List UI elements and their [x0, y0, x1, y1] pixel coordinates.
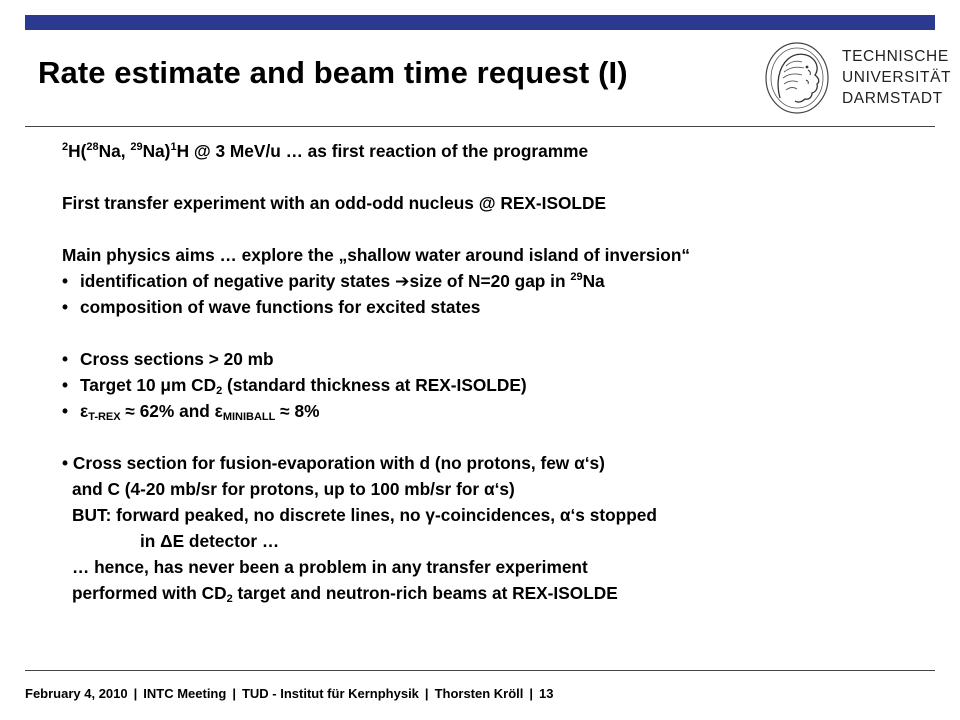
athena-seal-icon	[762, 40, 832, 116]
fusion-item-line-4: in ΔE detector …	[140, 531, 280, 551]
footer-institute: TUD - Institut für Kernphysik	[241, 686, 419, 701]
top-accent-bar	[25, 15, 935, 30]
fusion-item-line-1: • Cross section for fusion-evaporation with d (no protons, few α‘s)	[62, 453, 605, 473]
header-divider	[25, 126, 935, 127]
logo-line-1: TECHNISCHE	[842, 48, 949, 65]
page-number: 13	[539, 686, 554, 701]
first-transfer-line: First transfer experiment with an odd-odd nucleus @ REX-ISOLDE	[62, 193, 606, 213]
cross-sections-item: • Cross sections > 20 mb	[62, 349, 274, 369]
target-item: • Target 10 μm $CD_2$ (standard thickness at REX-ISOLDE)	[62, 375, 527, 397]
university-name	[842, 46, 952, 109]
slide-footer: February 4, 2010 | INTC Meeting | TUD - Institut für Kernphysik | Thorsten Kröll | 13	[25, 686, 554, 701]
reaction-line: $^2$H($^{28}$Na, $^{29}$Na)$^1$H @ 3 MeV/u … as first reaction of the programme	[62, 141, 589, 161]
aim-item-wave-functions: • composition of wave functions for excited states	[62, 297, 481, 317]
footer-date: February 4, 2010	[25, 686, 128, 701]
logo-line-2: UNIVERSITÄT	[842, 69, 952, 86]
logo-line-3: DARMSTADT	[842, 90, 943, 107]
footer-divider	[25, 670, 935, 671]
fusion-item-line-3: BUT: forward peaked, no discrete lines, no γ-coincidences, α‘s stopped	[72, 505, 657, 525]
slide-body	[62, 138, 942, 606]
footer-author: Thorsten Kröll	[434, 686, 524, 701]
right-arrow-icon: ➔	[394, 271, 410, 291]
efficiency-item: • $\varepsilon_{T-REX} \approx 62\%$ and $\varepsilon_{MINIBALL} \approx 8\%$	[62, 401, 320, 423]
fusion-item-line-6: performed with $CD_2$ target and neutron-rich beams at REX-ISOLDE	[72, 583, 618, 605]
slide-title: Rate estimate and beam time request (I)	[38, 55, 628, 90]
aim-item-negative-parity: • identification of negative parity states ➔size of N=20 gap in $^{29}$Na	[62, 271, 605, 291]
fusion-item-line-5: … hence, has never been a problem in any transfer experiment	[72, 557, 588, 577]
physics-aims-heading: Main physics aims … explore the „shallow water around island of inversion“	[62, 245, 691, 265]
footer-meeting: INTC Meeting	[143, 686, 227, 701]
tu-darmstadt-logo	[762, 40, 952, 116]
fusion-item-line-2: and C (4-20 mb/sr for protons, up to 100 mb/sr for α‘s)	[72, 479, 515, 499]
